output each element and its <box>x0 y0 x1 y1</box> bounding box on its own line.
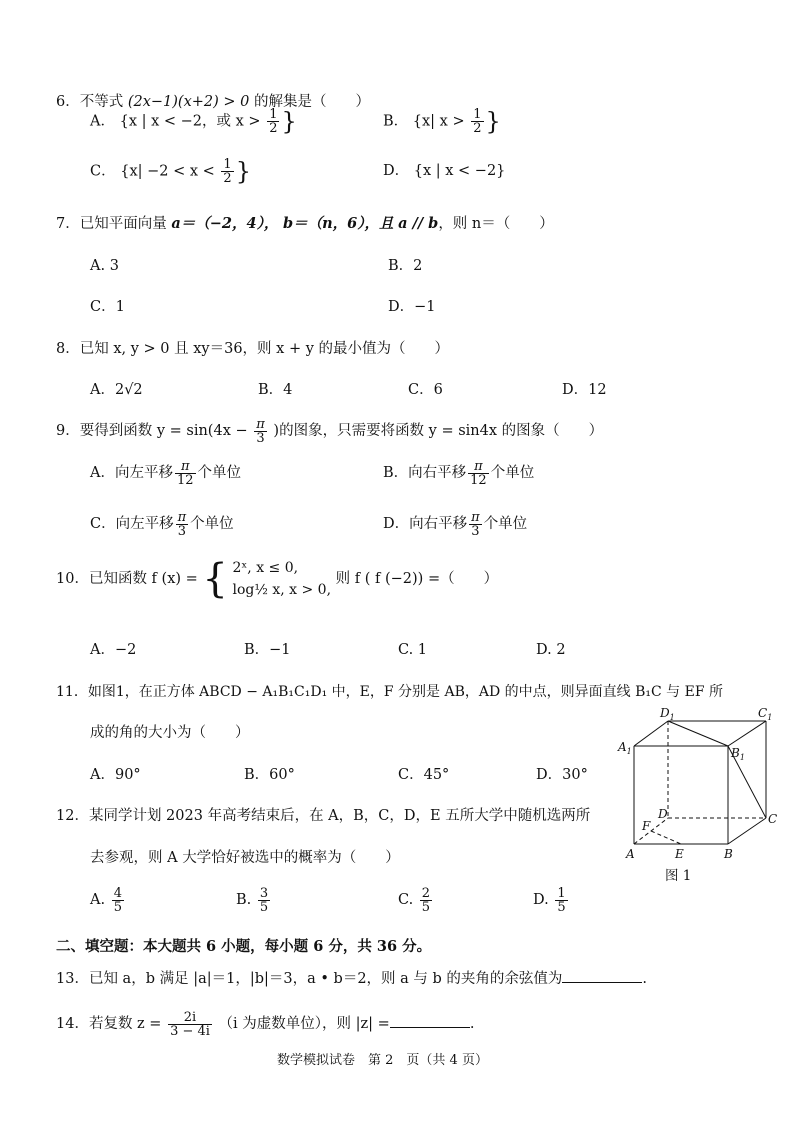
q11-line1: 11．如图1，在正方体 ABCD − A₁B₁C₁D₁ 中，E，F 分别是 AB，AD 的中点，则异面直线 B₁C 与 EF 所 <box>56 684 723 700</box>
answer-blank[interactable] <box>390 1013 470 1028</box>
q10-option-d[interactable]: D. 2 <box>536 642 566 658</box>
q10-option-a[interactable]: A．−2 <box>90 642 137 658</box>
q10-option-b[interactable]: B．−1 <box>244 642 291 658</box>
option-label: C. <box>398 892 414 908</box>
q9-option-d[interactable] <box>383 510 527 538</box>
piece-2: log½ x, x > 0, <box>232 582 332 598</box>
fraction: $\frac{1}{2}$ <box>269 107 278 136</box>
unit: 个单位 <box>190 516 234 532</box>
segment-ef <box>651 831 681 844</box>
q13-end: . <box>642 971 648 987</box>
label-B1: $B_1$ <box>731 746 745 762</box>
q10-tail: 则 f ( f (−2)) =（ ） <box>335 571 499 587</box>
piece-1: 2ˣ, x ≤ 0, <box>232 560 299 576</box>
q14-mid: （i 为虚数单位），则 |z| = <box>218 1016 390 1032</box>
fraction: $\frac{3}{5}$ <box>259 885 269 915</box>
q7-option-c[interactable]: C．1 <box>90 299 125 315</box>
label-A: A <box>626 847 635 861</box>
label-B: B <box>724 847 733 861</box>
q6-option-a[interactable]: A． {x | x < −2，或 x > $\frac{1}{2}$ } <box>90 107 297 136</box>
option-label: B． <box>383 113 409 130</box>
figure-caption: 图 1 <box>665 868 692 884</box>
q13 <box>56 968 647 989</box>
q12-option-a[interactable] <box>90 880 126 920</box>
q14 <box>56 1004 474 1044</box>
q11-option-b[interactable]: B．60° <box>244 767 295 783</box>
option-label: B. <box>236 892 252 908</box>
q7-vector-a: a＝（−2，4）， <box>171 215 279 232</box>
fraction: $\frac{1}{2}$ <box>223 157 232 186</box>
segment-d1b1 <box>668 721 728 746</box>
q7-stem <box>56 214 554 234</box>
option-text: C．向左平移 <box>90 516 174 532</box>
q12-line1: 12．某同学计划 2023 年高考结束后，在 A，B，C，D，E 五所大学中随机选两所 <box>56 808 591 824</box>
q12-option-d[interactable] <box>533 880 570 920</box>
q6-stem-post: 的解集是（ ） <box>254 94 371 110</box>
q9-option-b[interactable] <box>383 459 534 487</box>
q6-option-d[interactable] <box>383 161 505 181</box>
q9-option-c[interactable] <box>90 510 234 538</box>
q12-line2: 去参观，则 A 大学恰好被选中的概率为（ ） <box>90 850 400 866</box>
q8-option-b[interactable]: B．4 <box>258 382 293 398</box>
q6-option-b[interactable]: B． {x| x > $\frac{1}{2}$ } <box>383 107 501 136</box>
fraction: $\frac{4}{5}$ <box>113 885 122 915</box>
option-label: C． <box>90 163 116 180</box>
fraction: $\frac{\pi}{3}$ <box>256 416 265 446</box>
q6-option-c[interactable]: C． {x| −2 < x < $\frac{1}{2}$ } <box>90 157 251 186</box>
option-label: D. <box>533 892 549 908</box>
q7-option-a[interactable]: A. 3 <box>90 258 119 274</box>
q11-line2: 成的角的大小为（ ） <box>90 725 250 741</box>
q9-stem-pre: 9．要得到函数 y = sin(4x − <box>56 423 248 439</box>
q9-stem-mid: )的图象，只需要将函数 y = sin4x 的图象（ ） <box>273 423 604 439</box>
edge-bc <box>728 818 766 844</box>
q8-option-c[interactable]: C．6 <box>408 382 443 398</box>
q7-option-b[interactable]: B．2 <box>388 258 423 274</box>
option-label: A. <box>90 892 106 908</box>
section-title: 二、填空题：本大题共 6 小题，每小题 6 分，共 36 分。 <box>56 938 432 955</box>
q7-vector-b: b＝（n，6），且 <box>282 215 394 232</box>
q7-option-d[interactable]: D．−1 <box>388 299 436 315</box>
q10-stem <box>56 556 498 602</box>
q12-option-c[interactable] <box>398 880 434 920</box>
q7-stem-text: 7．已知平面向量 <box>56 216 167 232</box>
q14-pre: 14．若复数 z = <box>56 1016 162 1032</box>
option-text: A．向左平移 <box>90 465 173 481</box>
fraction: $\frac{\pi}{3}$ <box>177 509 187 539</box>
q13-text: 13．已知 a，b 满足 |a|＝1，|b|＝3，a • b＝2，则 a 与 b 的夹角的余弦值为 <box>56 971 563 987</box>
label-A1: $A_1$ <box>618 740 632 756</box>
page-footer: 数学模拟试卷 第 2 页（共 4 页） <box>277 1053 488 1068</box>
unit: 个单位 <box>197 465 242 481</box>
fraction: $\frac{1}{2}$ <box>473 107 482 136</box>
fraction: $\frac{\pi}{12}$ <box>470 458 487 488</box>
fraction: $\frac{\pi}{3}$ <box>471 509 480 539</box>
q10-option-c[interactable]: C. 1 <box>398 642 428 658</box>
option-text: {x | x < −2} <box>413 163 506 179</box>
q7-tail: ，则 n＝（ ） <box>438 216 554 232</box>
q12-option-b[interactable] <box>236 880 272 920</box>
q11-option-a[interactable]: A．90° <box>90 767 141 783</box>
option-text: {x | x < −2，或 x > <box>119 113 261 130</box>
label-D: D <box>658 807 668 821</box>
option-text: D．向右平移 <box>383 516 468 532</box>
option-label: A． <box>90 113 115 130</box>
option-label: D． <box>383 163 410 179</box>
q9-option-a[interactable] <box>90 459 241 487</box>
piecewise-brace: { <box>202 556 228 602</box>
cube-figure <box>612 706 782 896</box>
answer-blank[interactable] <box>562 968 642 983</box>
option-text: B．向右平移 <box>383 465 467 481</box>
q8-option-d[interactable]: D．12 <box>562 382 607 398</box>
fraction: $\frac{1}{5}$ <box>557 885 566 915</box>
fraction: $\frac{2}{5}$ <box>421 885 431 915</box>
label-E: E <box>675 847 684 861</box>
label-C1: $C_1$ <box>758 706 773 722</box>
q9-stem <box>56 417 603 445</box>
q6-stem-pre: 6．不等式 <box>56 94 124 110</box>
unit: 个单位 <box>483 516 528 532</box>
unit: 个单位 <box>490 465 535 481</box>
q10-stem-text: 10．已知函数 f (x) = <box>56 571 198 587</box>
q8-stem: 8．已知 x, y > 0 且 xy＝36，则 x + y 的最小值为（ ） <box>56 341 450 357</box>
option-text: {x| x > <box>412 113 465 130</box>
option-text: {x| −2 < x < <box>120 163 215 180</box>
label-C: C <box>768 812 778 826</box>
fraction: $\frac{\pi}{12}$ <box>176 458 194 488</box>
q6-inequality: (2x−1)(x+2) > 0 <box>127 94 250 110</box>
q11-option-d[interactable]: D．30° <box>536 767 588 783</box>
q7-parallel: a // b <box>398 215 439 232</box>
edge-a1d1 <box>634 721 668 746</box>
edge-b1c1 <box>728 721 766 746</box>
q11-option-c[interactable]: C．45° <box>398 767 450 783</box>
label-D1: $D_1$ <box>660 706 675 722</box>
piecewise <box>232 557 331 601</box>
q14-end: . <box>469 1016 475 1032</box>
fraction: $\frac{2i}{3 - 4i}$ <box>170 1009 210 1039</box>
q8-option-a[interactable]: A．2√2 <box>90 382 143 398</box>
label-F: F <box>642 819 651 833</box>
